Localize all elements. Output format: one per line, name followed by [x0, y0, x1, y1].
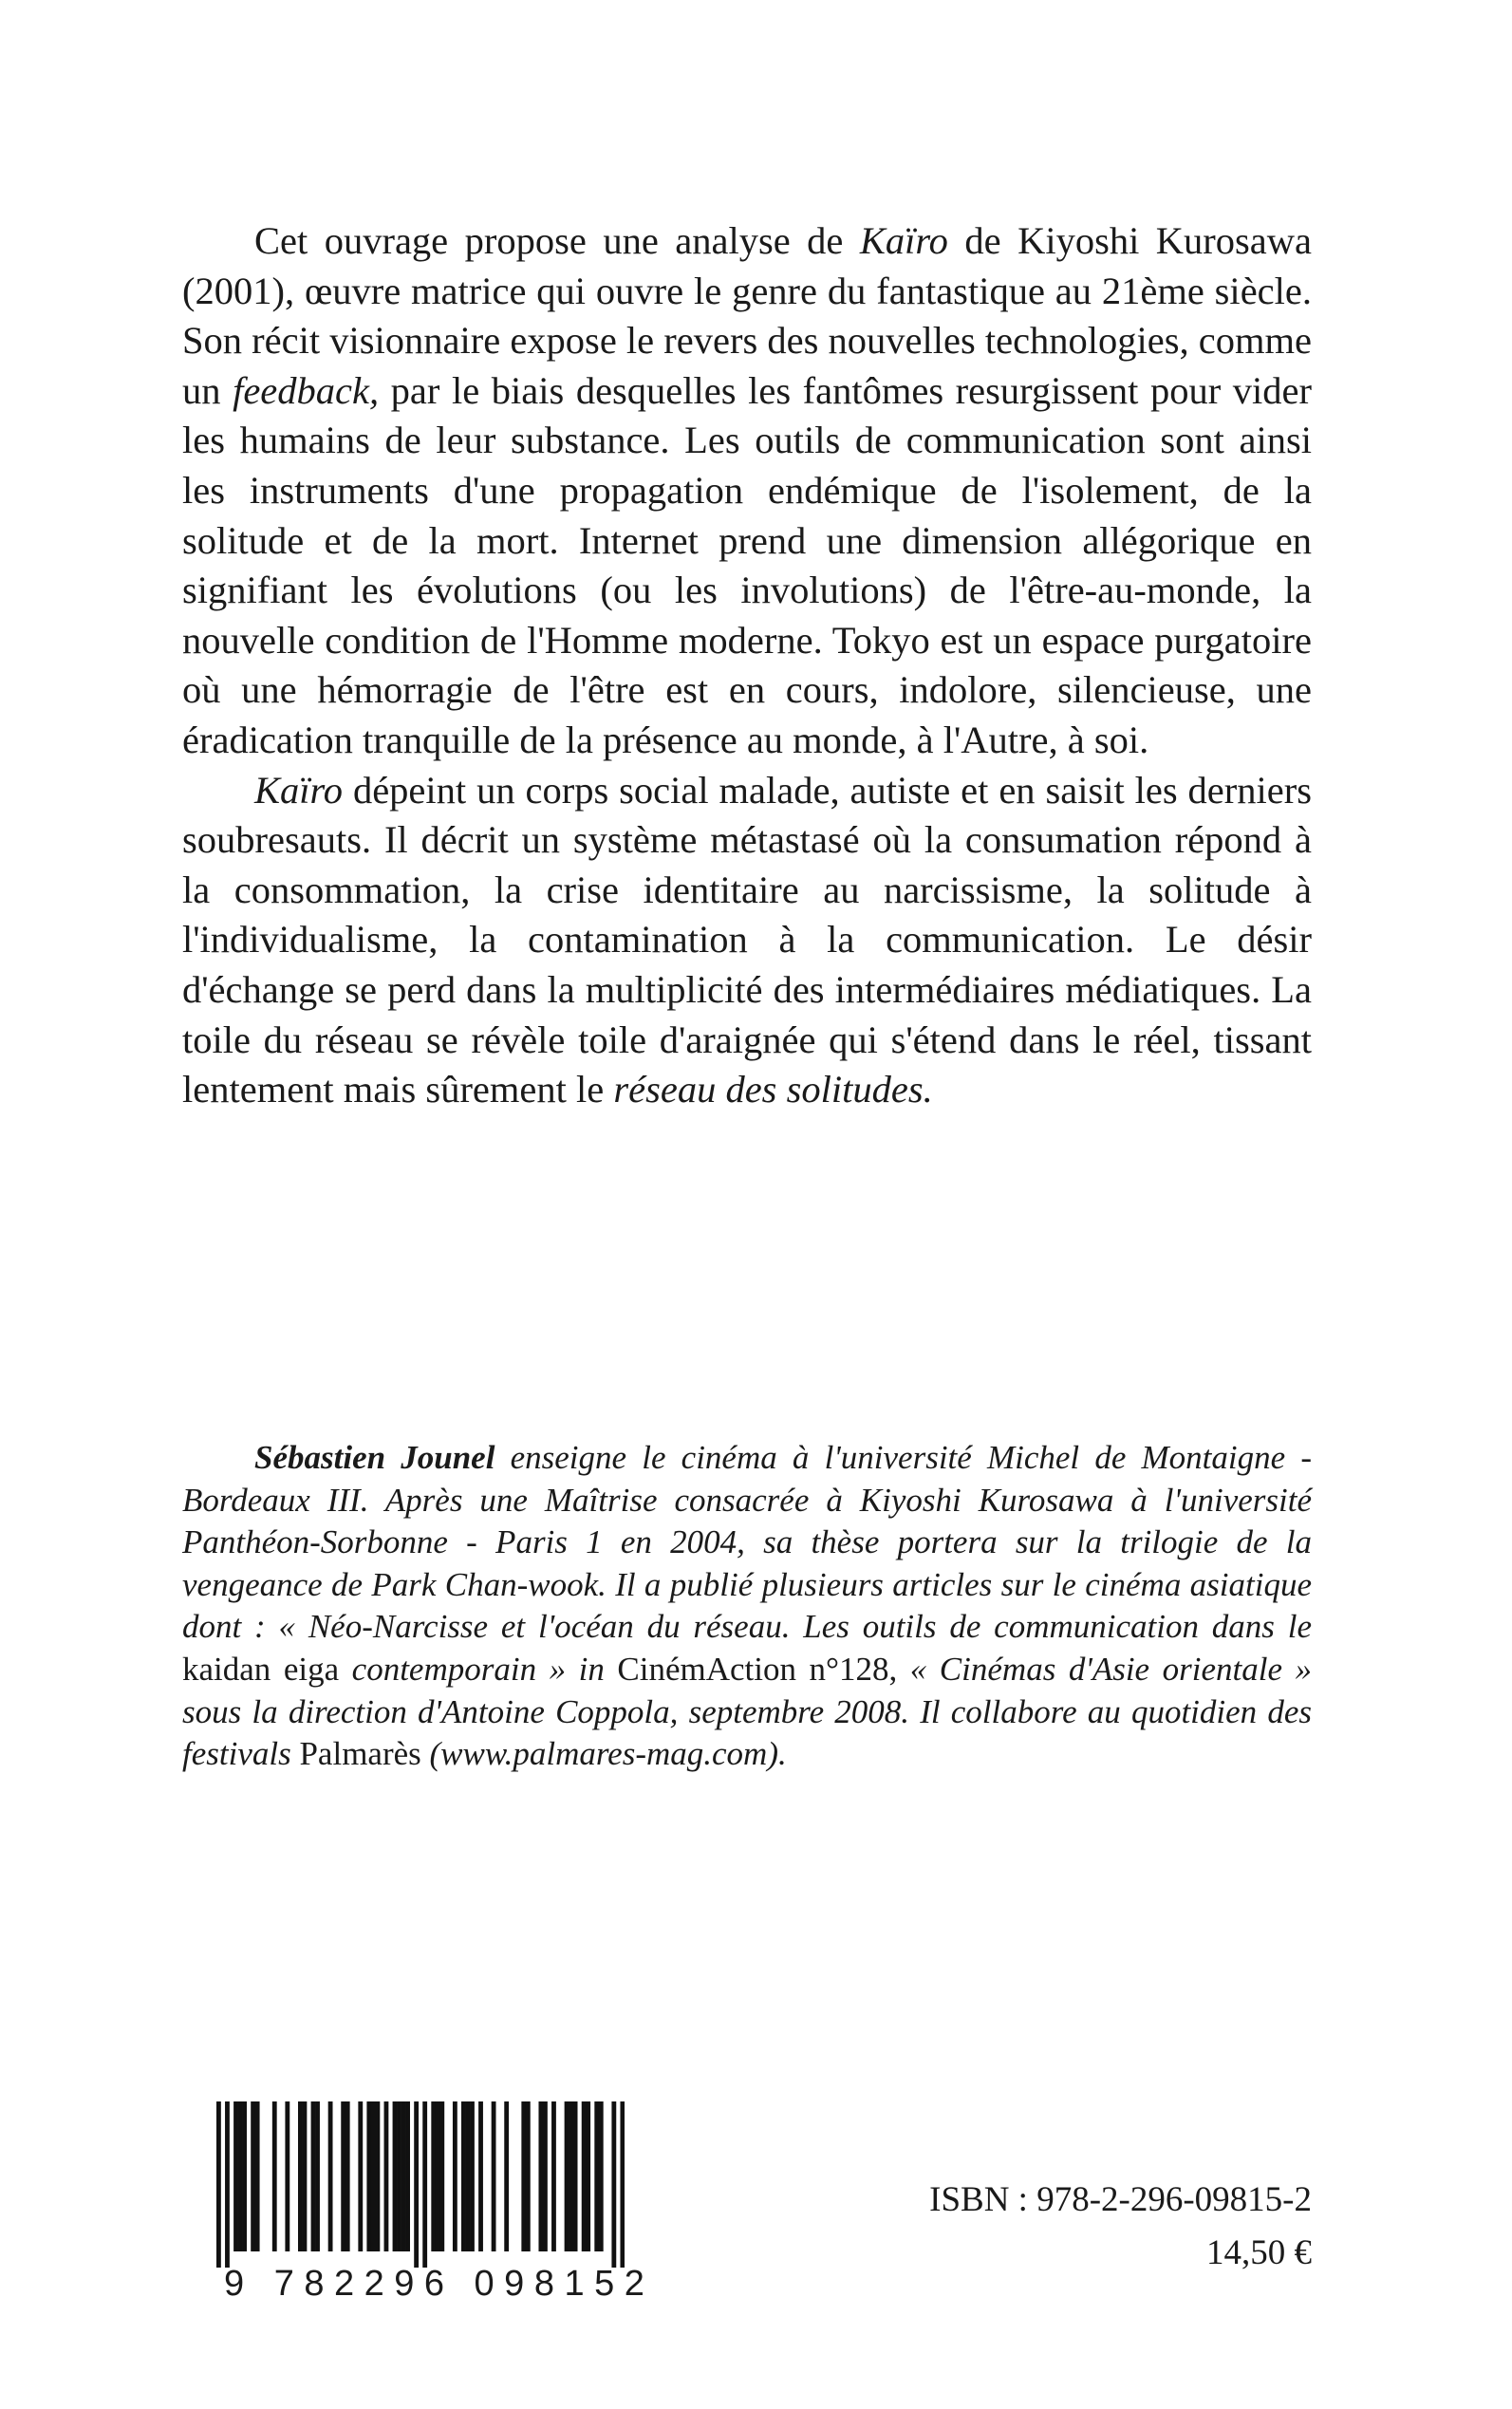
barcode-bar [422, 2101, 427, 2268]
barcode-bar [538, 2101, 543, 2251]
blurb-text: par le biais desquelles les fantômes resurgissent pour vider les humains de leur substance. Les outils de communication sont ainsi les instruments d'une propagation endémique de l'isolement, de la solitude et de la mort. Internet prend une dimension allégorique en signifiant les évolutions (ou les involutions) de l'être-au-monde, la nouvelle condition de l'Homme moderne. Tokyo est un espace purgatoire où une hémorragie de l'être est en cours, indolore, silencieuse, une éradication tranquille de la présence au monde, à l'Autre, à soi. [182, 368, 1313, 761]
author-bio-paragraph [182, 1437, 1312, 1776]
blurb-text: Cet ouvrage propose une analyse de [254, 219, 860, 262]
barcode-bar [272, 2101, 277, 2251]
barcode-bar [315, 2101, 320, 2251]
barcode-bar [599, 2101, 604, 2251]
film-title-kairo: Kaïro [254, 768, 344, 812]
feedback-term: feedback, [233, 368, 380, 412]
barcode-bar [285, 2101, 289, 2251]
barcode-bar [358, 2101, 363, 2251]
barcode-bar [298, 2101, 303, 2251]
bio-text: « Cinémas d'Asie orientale » sous la direction d'Antoine Coppola, septembre 2008. Il collabore au quotidien des festivals [182, 1650, 1313, 1773]
barcode-bar [573, 2101, 578, 2251]
kaidan-eiga-term: kaidan eiga [182, 1650, 340, 1688]
barcode-bar [431, 2101, 436, 2251]
barcode-bar [521, 2101, 526, 2251]
barcode-bar [345, 2101, 350, 2251]
barcode-bar [461, 2101, 466, 2251]
barcode-bar [397, 2101, 401, 2251]
barcode-bar [439, 2101, 444, 2251]
blurb-paragraph-1 [182, 216, 1312, 766]
website-reference: (www.palmares-mag.com). [420, 1735, 787, 1773]
barcode-bar [375, 2101, 380, 2251]
barcode-bar [233, 2101, 238, 2251]
barcode [216, 2101, 625, 2268]
bio-text: enseigne le cinéma à l'université Michel de Montaigne - Bordeaux III. Après une Maîtrise consacrée à Kiyoshi Kurosawa à l'université Panthéon-Sorbonne - Paris 1 en 2004, sa thèse portera sur la trilogie de la vengeance de Park Chan-wook. Il a publié plusieurs articles sur le cinéma asiatique dont : « Néo-Narcisse et l'océan du réseau. Les outils de communication dans le [182, 1439, 1312, 1646]
film-title-kairo: Kaïro [859, 219, 948, 262]
barcode-bar [470, 2101, 475, 2251]
barcode-bar [303, 2101, 308, 2251]
barcode-bar [366, 2101, 371, 2251]
barcode-bars [216, 2101, 625, 2268]
barcode-bar [436, 2101, 440, 2251]
barcode-bar [543, 2101, 548, 2251]
barcode-bar [393, 2101, 398, 2251]
barcode-bar [311, 2101, 316, 2251]
palmares-title: Palmarès [299, 1735, 421, 1773]
isbn: ISBN : 978-2-296-09815-2 [929, 2180, 1312, 2219]
barcode-bar [620, 2101, 625, 2268]
barcode-bar [225, 2101, 230, 2268]
barcode-bar [586, 2101, 590, 2251]
barcode-bar [384, 2101, 389, 2251]
barcode-bar [551, 2101, 556, 2251]
barcode-bar [216, 2101, 221, 2268]
barcode-bar [582, 2101, 587, 2251]
barcode-bar [328, 2101, 333, 2251]
barcode-bar [611, 2101, 616, 2268]
blurb-paragraph-2 [182, 766, 1312, 1115]
reseau-des-solitudes-term: réseau des solitudes. [613, 1068, 933, 1111]
barcode-bar [565, 2101, 569, 2251]
book-blurb [182, 216, 1312, 1115]
barcode-bar [453, 2101, 457, 2251]
blurb-text: dépeint un corps social malade, autiste et en saisit les derniers soubresauts. Il décrit un système métastasé où la consumation répond à la consommation, la crise identitaire au narcissisme, la solitude à l'individualisme, la contamination à la communication. Le désir d'échange se perd dans la multiplicité des intermédiaires médiatiques. La toile du réseau se révèle toile d'araignée qui s'étend dans le réel, tissant lentement mais sûrement le [182, 768, 1312, 1111]
barcode-bar [569, 2101, 573, 2251]
barcode-bar [594, 2101, 599, 2251]
barcode-bar [255, 2101, 260, 2251]
barcode-bar [526, 2101, 531, 2251]
barcode-number: 9 782296 098152 [224, 2264, 655, 2304]
cinemaction-reference: CinémAction n°128, [604, 1650, 910, 1688]
barcode-bar [401, 2101, 406, 2251]
author-name: Sébastien Jounel [254, 1439, 495, 1476]
barcode-bar [414, 2101, 419, 2268]
barcode-bar [492, 2101, 496, 2251]
barcode-bar [405, 2101, 410, 2251]
barcode-bar [371, 2101, 376, 2251]
barcode-bar [504, 2101, 509, 2251]
barcode-bar [251, 2101, 255, 2251]
barcode-bar [341, 2101, 345, 2251]
blurb-text: de Kiyoshi Kurosawa (2001), œuvre matrice qui ouvre le genre du fantastique au 21ème siècle. Son récit visionnaire expose le revers des nouvelles technologies, comme un [182, 219, 1313, 412]
price: 14,50 € [1206, 2233, 1312, 2272]
bio-text: contemporain » in [351, 1650, 605, 1688]
barcode-bar [478, 2101, 483, 2251]
barcode-bar [466, 2101, 471, 2251]
barcode-bar [238, 2101, 243, 2251]
author-bio [182, 1437, 1312, 1776]
barcode-bar [242, 2101, 247, 2251]
